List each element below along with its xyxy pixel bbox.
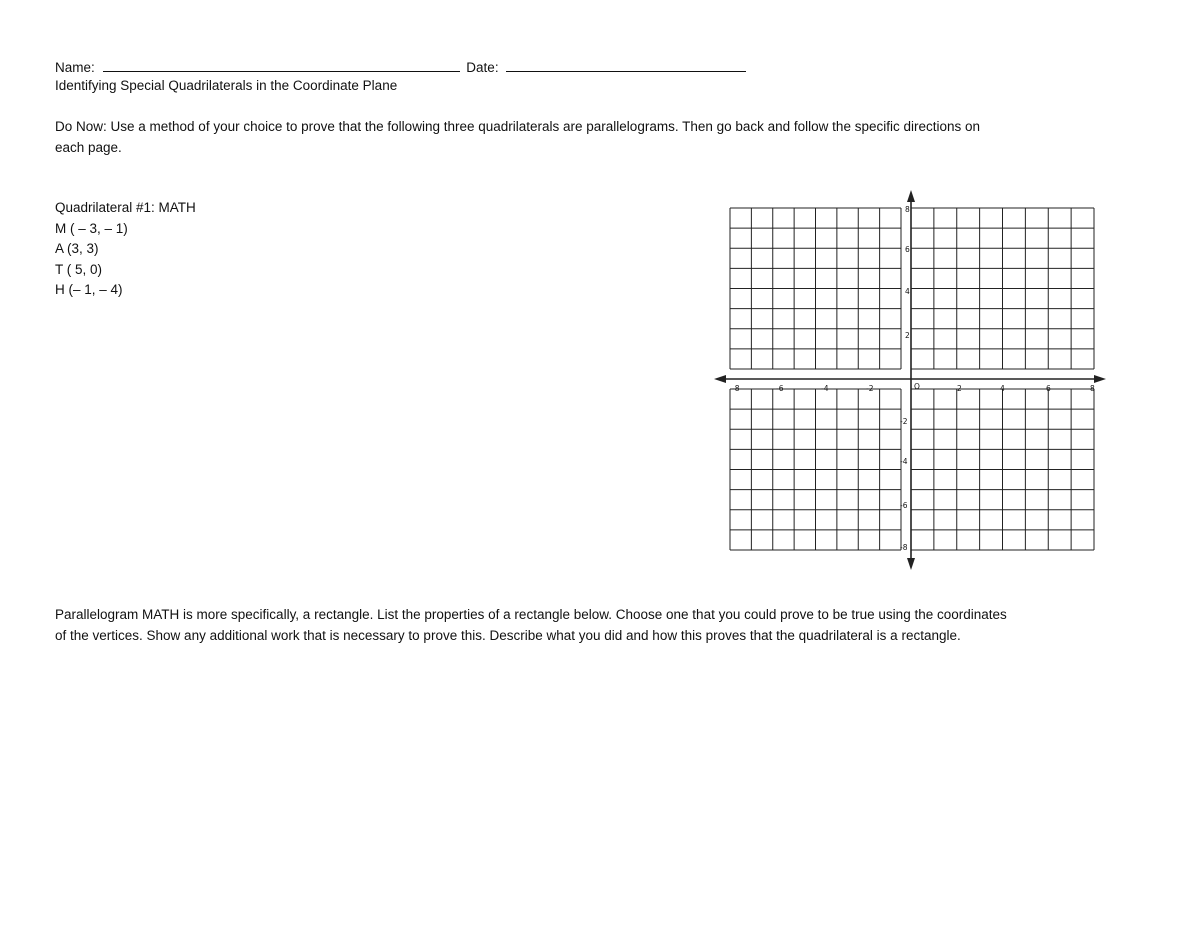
y-tick-label: -6 (900, 501, 908, 510)
x-tick-label: 8 (1090, 384, 1095, 393)
y-tick-label: -4 (900, 457, 908, 466)
rectangle-task-line-1: Parallelogram MATH is more specifically, a rectangle. List the properties of a rectangle below. Choose one that you could prove to be true using the coordinates (55, 607, 1007, 622)
y-tick-label: -2 (900, 417, 908, 426)
x-tick-label: -4 (821, 384, 829, 393)
quadrilateral-givens (55, 198, 196, 301)
y-tick-label: 6 (905, 245, 910, 254)
y-tick-label: 2 (905, 331, 910, 340)
name-date-row (55, 57, 746, 78)
y-tick-label: 4 (905, 287, 910, 296)
vertex-m: M ( – 3, – 1) (55, 220, 128, 236)
x-tick-label: 2 (957, 384, 962, 393)
x-axis-left-arrow (714, 375, 726, 383)
vertex-t: T ( 5, 0) (55, 261, 103, 277)
do-now-line-1: Do Now: Use a method of your choice to prove that the following three quadrilaterals are parallelograms. Then go back and follow the specific directions on (55, 119, 981, 134)
date-label: Date: (466, 60, 499, 75)
x-tick-label: -6 (776, 384, 784, 393)
name-label: Name: (55, 60, 95, 75)
worksheet-title: Identifying Special Quadrilaterals in the Coordinate Plane (55, 78, 398, 93)
coordinate-grid[interactable] (710, 188, 1110, 572)
do-now-instructions (55, 117, 1145, 158)
date-blank[interactable] (506, 57, 746, 72)
y-axis-up-arrow (907, 190, 915, 202)
quadrilateral-title: Quadrilateral #1: MATH (55, 200, 196, 215)
y-axis-down-arrow (907, 558, 915, 570)
name-blank[interactable] (103, 57, 460, 72)
x-tick-label: -2 (866, 384, 874, 393)
vertex-h: H (– 1, – 4) (55, 282, 123, 297)
rectangle-task-instructions (55, 605, 1145, 646)
vertex-a: A (3, 3) (55, 241, 99, 256)
do-now-line-2: each page. (55, 139, 122, 155)
x-tick-label: 6 (1046, 384, 1051, 393)
rectangle-task-line-2: of the vertices. Show any additional work that is necessary to prove this. Describe what you did and how this proves that the quadrilateral is a rectangle. (55, 627, 961, 643)
y-tick-label: -8 (900, 543, 908, 552)
x-axis-right-arrow (1094, 375, 1106, 383)
origin-label: O (914, 382, 920, 391)
y-tick-label: 8 (905, 205, 910, 214)
x-tick-label: -8 (732, 384, 740, 393)
x-tick-label: 4 (1000, 384, 1005, 393)
